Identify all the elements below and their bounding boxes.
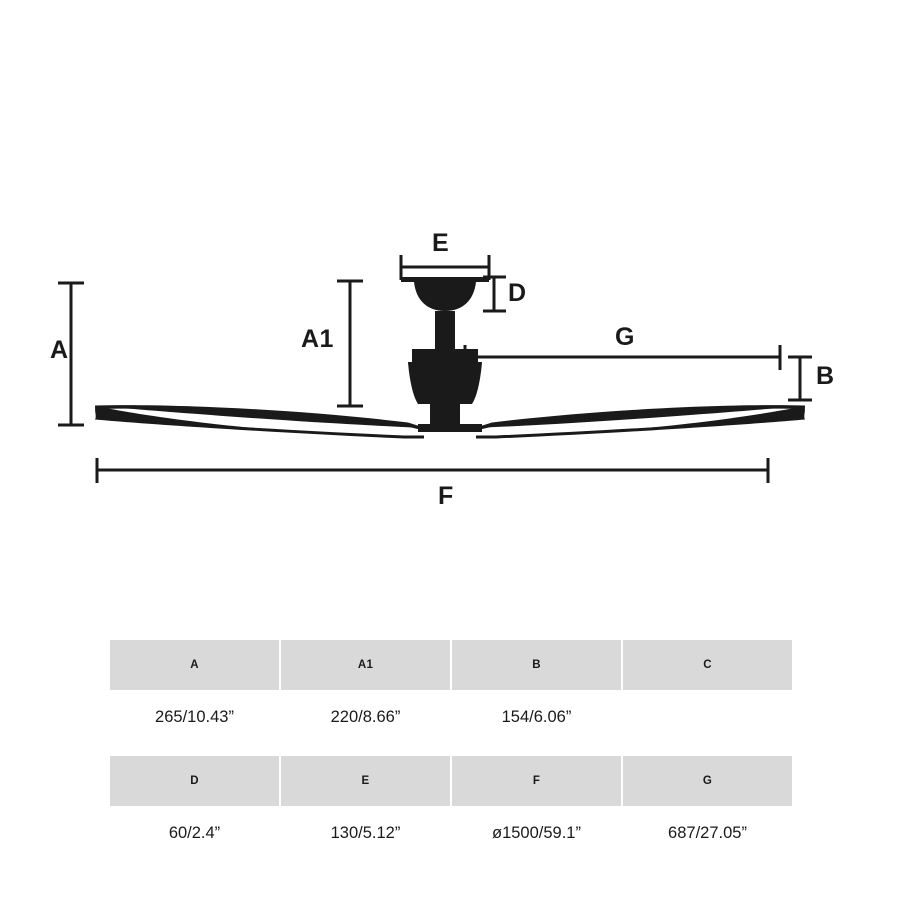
table-header-cell: B (451, 639, 622, 691)
table-cell: 130/5.12” (280, 807, 451, 859)
dimension-label-b: B (816, 362, 835, 390)
dimension-label-e: E (432, 229, 450, 257)
dimension-label-g: G (615, 323, 635, 351)
dimension-label-a1: A1 (301, 325, 334, 353)
table-cell: ø1500/59.1” (451, 807, 622, 859)
dimension-label-a: A (50, 336, 69, 364)
dimension-a1 (337, 281, 363, 406)
dimension-table-1 (108, 638, 794, 744)
dimension-label-f: F (438, 482, 454, 510)
dimension-f (97, 458, 768, 483)
table-header-cell: A1 (280, 639, 451, 691)
table-cell (622, 691, 793, 743)
dimension-label-d: D (508, 279, 527, 307)
table-header-cell: G (622, 755, 793, 807)
table-header-cell: C (622, 639, 793, 691)
dimension-tables (108, 638, 792, 860)
dimension-table-2 (108, 754, 794, 860)
dimension-b (788, 357, 812, 400)
table-header-cell: A (109, 639, 280, 691)
table-cell: 220/8.66” (280, 691, 451, 743)
table-row (109, 807, 793, 859)
table-spacer (108, 744, 792, 754)
table-header-cell: E (280, 755, 451, 807)
table-header-cell: D (109, 755, 280, 807)
table-row (109, 691, 793, 743)
table-header-cell: F (451, 755, 622, 807)
table-cell: 60/2.4” (109, 807, 280, 859)
dimension-e (401, 255, 489, 280)
table-cell: 687/27.05” (622, 807, 793, 859)
table-cell: 265/10.43” (109, 691, 280, 743)
table-cell: 154/6.06” (451, 691, 622, 743)
table-header-row (109, 639, 793, 691)
table-header-row (109, 755, 793, 807)
dimension-d (483, 277, 506, 311)
